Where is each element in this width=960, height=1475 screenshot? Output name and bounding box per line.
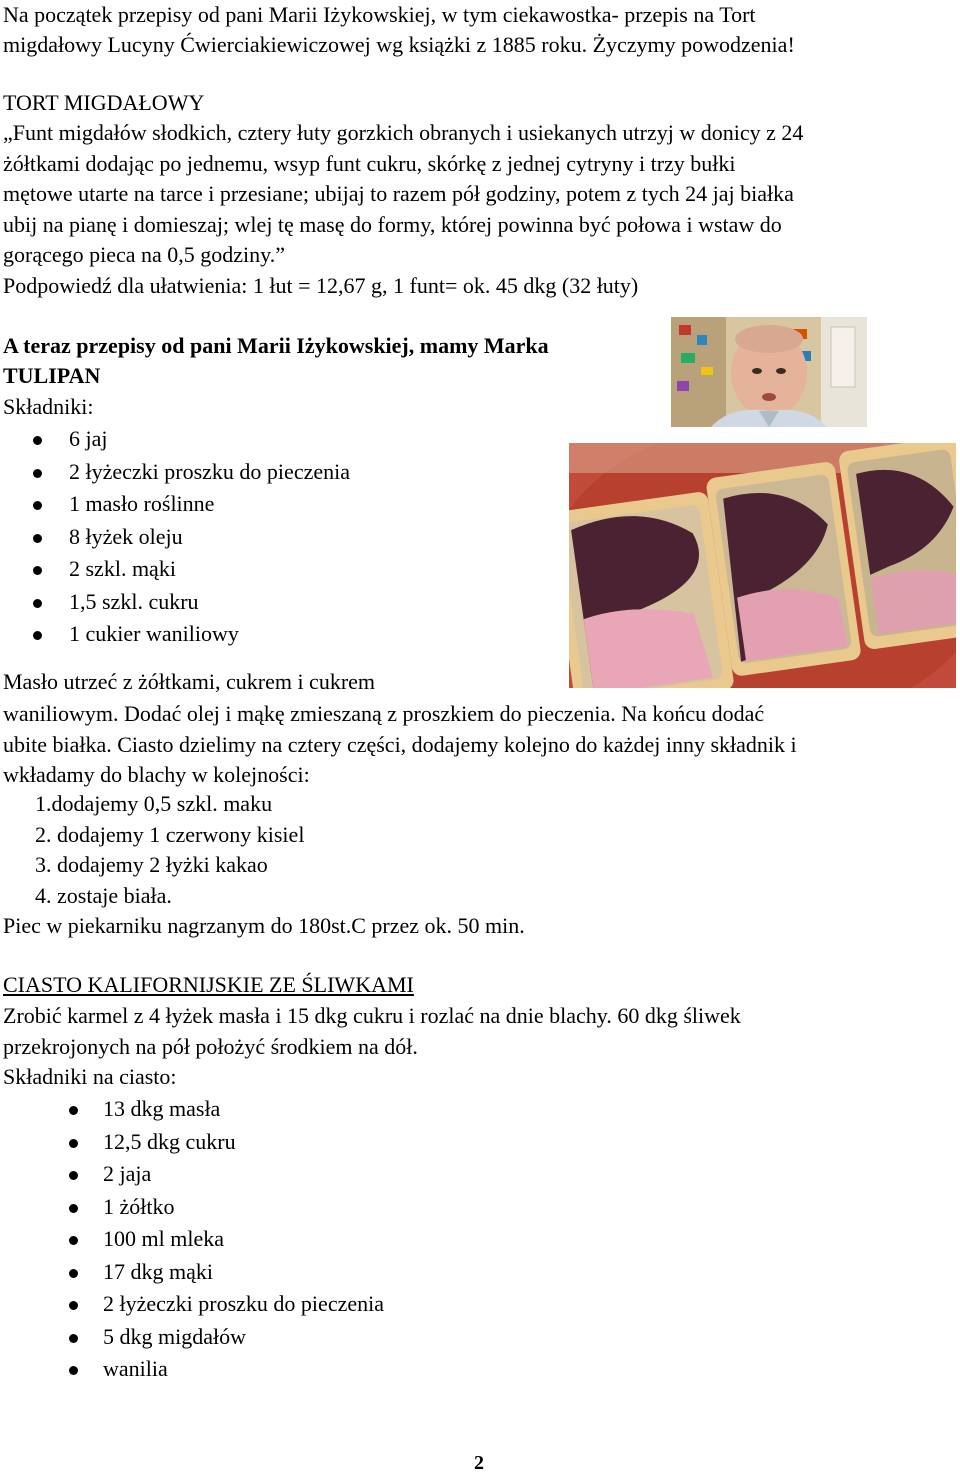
ciasto-ingredients-label: Składniki na ciasto: (3, 1064, 177, 1089)
ciasto-line: Zrobić karmel z 4 łyżek masła i 15 dkg cukru i rozlać na dnie blachy. 60 dkg śliwek (3, 1003, 741, 1028)
ciasto-title: CIASTO KALIFORNIJSKIE ZE ŚLIWKAMI (3, 972, 414, 997)
intro-line-2: migdałowy Lucyny Ćwierciakiewiczowej wg książki z 1885 roku. Życzymy powodzenia! (3, 32, 795, 57)
tort-line: ubij na pianę i domieszaj; wlej tę masę do formy, której powinna być połowa i wstaw do (3, 211, 782, 237)
ciasto-line: przekrojonych na pół położyć środkiem na dół. (3, 1033, 418, 1059)
tort-line: gorącego pieca na 0,5 godziny.” (3, 242, 286, 267)
ciasto-body (3, 1001, 741, 1093)
list-item: 1,5 szkl. cukru (0, 587, 350, 620)
tulipan-title: TULIPAN (3, 363, 101, 388)
list-item: 100 ml mleka (0, 1224, 384, 1257)
list-item: 5 dkg migdałów (0, 1322, 384, 1355)
step-item: 2. dodajemy 1 czerwony kisiel (35, 821, 305, 847)
list-item: 1 żółtko (0, 1192, 384, 1225)
list-item: 6 jaj (0, 424, 350, 457)
list-item: wanilia (0, 1354, 384, 1387)
tort-body (3, 118, 803, 301)
ciasto-ingredient-list (0, 1094, 384, 1387)
tulipan-method-line: Masło utrzeć z żółtkami, cukrem i cukrem (3, 669, 376, 694)
tulipan-steps (35, 789, 304, 911)
list-item: 1 masło roślinne (0, 489, 350, 522)
tulipan-method-line: wkładamy do blachy w kolejności: (3, 762, 310, 787)
tulipan-ingredient-list (0, 424, 350, 652)
list-item: 2 łyżeczki proszku do pieczenia (0, 457, 350, 490)
list-item: 2 łyżeczki proszku do pieczenia (0, 1289, 384, 1322)
list-item: 17 dkg mąki (0, 1257, 384, 1290)
tort-line: mętowe utarte na tarce i przesiane; ubijaj to razem pół godziny, potem z tych 24 jaj białka (3, 181, 794, 206)
tort-line: „Funt migdałów słodkich, cztery łuty gorzkich obranych i usiekanych utrzyj w donicy z 24 (3, 120, 804, 145)
list-item: 13 dkg masła (0, 1094, 384, 1127)
tulipan-method-line: waniliowym. Dodać olej i mąkę zmieszaną z proszkiem do pieczenia. Na końcu dodać (3, 701, 765, 726)
intro-line-1: Na początek przepisy od pani Marii Iżykowskiej, w tym ciekawostka- przepis na Tort (3, 2, 756, 27)
tort-hint: Podpowiedź dla ułatwienia: 1 łut = 12,67 g, 1 funt= ok. 45 dkg (32 łuty) (3, 272, 639, 298)
portrait-photo (671, 317, 867, 427)
tulipan-intro: A teraz przepisy od pani Marii Iżykowskiej, mamy Marka (3, 333, 549, 358)
page-number: 2 (474, 1452, 484, 1474)
list-item: 8 łyżek oleju (0, 522, 350, 555)
tulipan-ingredients-label: Składniki: (3, 394, 94, 419)
list-item: 12,5 dkg cukru (0, 1127, 384, 1160)
cake-photo (569, 443, 956, 688)
tulipan-bake: Piec w piekarniku nagrzanym do 180st.C przez ok. 50 min. (3, 913, 525, 938)
tulipan-method-line: ubite białka. Ciasto dzielimy na cztery części, dodajemy kolejno do każdej inny składnik i (3, 731, 797, 757)
tort-line: żółtkami dodając po jednemu, wsyp funt cukru, skórkę z jednej cytryny i trzy bułki (3, 150, 736, 176)
step-item: 3. dodajemy 2 łyżki kakao (35, 852, 268, 877)
list-item: 2 jaja (0, 1159, 384, 1192)
list-item: 1 cukier waniliowy (0, 619, 350, 652)
step-item: 4. zostaje biała. (35, 882, 172, 908)
step-item: 1.dodajemy 0,5 szkl. maku (35, 791, 273, 816)
list-item: 2 szkl. mąki (0, 554, 350, 587)
tulipan-method (3, 699, 797, 791)
tort-title: TORT MIGDAŁOWY (3, 90, 205, 115)
